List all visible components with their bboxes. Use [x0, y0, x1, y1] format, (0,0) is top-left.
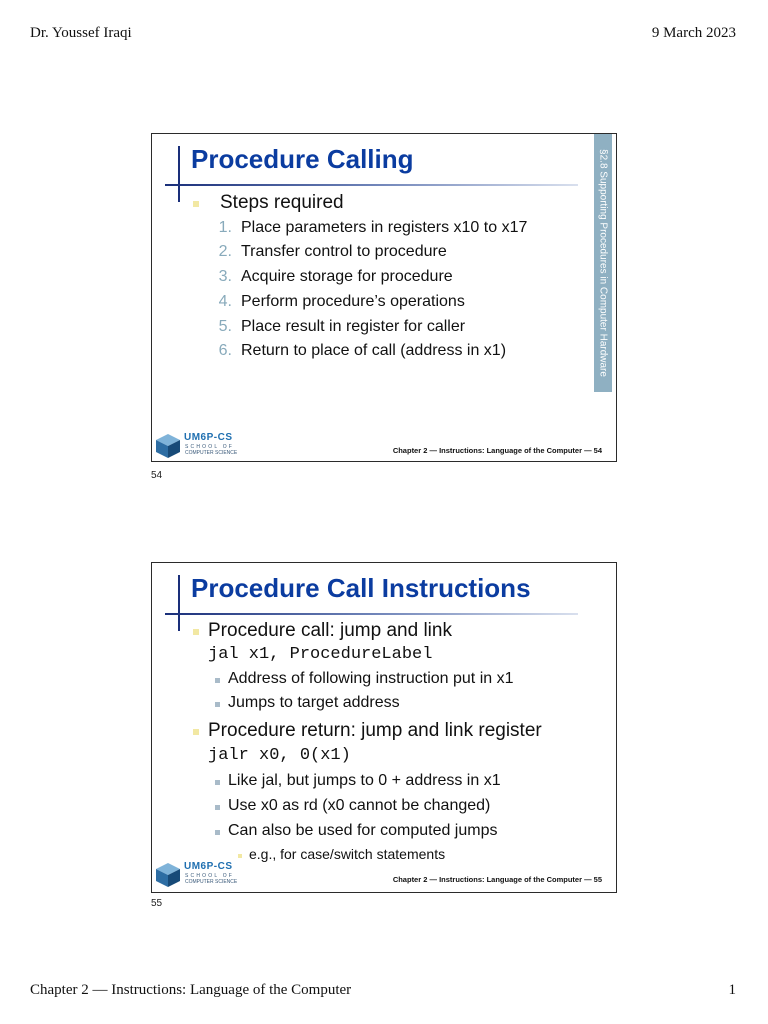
- slide-title: Procedure Calling: [191, 144, 414, 174]
- author-name: Dr. Youssef Iraqi: [30, 25, 132, 41]
- step-text: Transfer control to procedure: [241, 243, 447, 260]
- step-number: 4.: [218, 293, 232, 310]
- document-footer-chapter: Chapter 2 — Instructions: Language of the Computer: [30, 982, 352, 998]
- date: 9 March 2023: [651, 25, 736, 41]
- page-number: 55: [151, 898, 163, 909]
- sub-bullet-icon: [215, 830, 220, 835]
- step-number: 2.: [218, 243, 232, 260]
- bullet-steps-required: Steps required: [220, 192, 344, 213]
- title-underline: [165, 613, 578, 615]
- step-text: Acquire storage for procedure: [241, 268, 453, 285]
- logo-subtitle: COMPUTER SCIENCE: [185, 879, 238, 885]
- bullet-procedure-return: Procedure return: jump and link register: [208, 720, 542, 741]
- code-jalr: jalr x0, 0(x1): [208, 746, 351, 765]
- step-text: Place parameters in registers x10 to x17: [241, 219, 528, 236]
- bullet-icon: [193, 629, 199, 635]
- title-vertical-rule: [178, 146, 180, 202]
- section-side-label: §2.8 Supporting Procedures in Computer Hardware: [597, 149, 609, 377]
- document-page-number: 1: [728, 982, 736, 998]
- step-number: 1.: [218, 219, 232, 236]
- step-text: Place result in register for caller: [241, 318, 466, 335]
- slide-title: Procedure Call Instructions: [191, 573, 531, 603]
- step-number: 6.: [218, 342, 232, 359]
- logo-subtitle: COMPUTER SCIENCE: [185, 450, 238, 456]
- slide-procedure-calling: [151, 133, 617, 462]
- call-detail: Address of following instruction put in x1: [228, 670, 514, 687]
- bullet-procedure-call: Procedure call: jump and link: [208, 620, 452, 641]
- logo-brand: UM6P-CS: [184, 861, 233, 872]
- step-text: Return to place of call (address in x1): [241, 342, 507, 359]
- return-subdetail: e.g., for case/switch statements: [249, 846, 446, 862]
- slide-footer: Chapter 2 — Instructions: Language of the Computer — 54: [392, 446, 602, 455]
- sub-bullet-icon: [215, 678, 220, 683]
- logo-subtitle: SCHOOL OF: [185, 444, 235, 450]
- bullet-icon: [193, 729, 199, 735]
- logo-subtitle: SCHOOL OF: [185, 873, 235, 879]
- step-number: 3.: [218, 268, 232, 285]
- page-number: 54: [151, 470, 163, 481]
- slide-footer: Chapter 2 — Instructions: Language of the Computer — 55: [392, 875, 602, 884]
- slide-procedure-call-instructions: [151, 562, 617, 893]
- call-detail: Jumps to target address: [228, 694, 400, 711]
- step-text: Perform procedure’s operations: [241, 293, 465, 310]
- title-vertical-rule: [178, 575, 180, 631]
- code-jal: jal x1, ProcedureLabel: [208, 645, 433, 664]
- section-side-tab: [594, 134, 612, 392]
- return-detail: Can also be used for computed jumps: [228, 822, 498, 839]
- title-underline: [165, 184, 578, 186]
- bullet-icon: [193, 201, 199, 207]
- logo-brand: UM6P-CS: [184, 432, 233, 443]
- return-detail: Use x0 as rd (x0 cannot be changed): [228, 797, 491, 814]
- step-number: 5.: [218, 318, 232, 335]
- sub-bullet-icon: [215, 805, 220, 810]
- logo-cube-icon: [154, 432, 186, 460]
- logo-cube-icon: [154, 861, 186, 889]
- sub-bullet-icon: [215, 780, 220, 785]
- sub-bullet-icon: [215, 702, 220, 707]
- um6p-cs-logo: [154, 857, 248, 893]
- um6p-cs-logo: [154, 428, 248, 462]
- return-detail: Like jal, but jumps to 0 + address in x1: [228, 772, 501, 789]
